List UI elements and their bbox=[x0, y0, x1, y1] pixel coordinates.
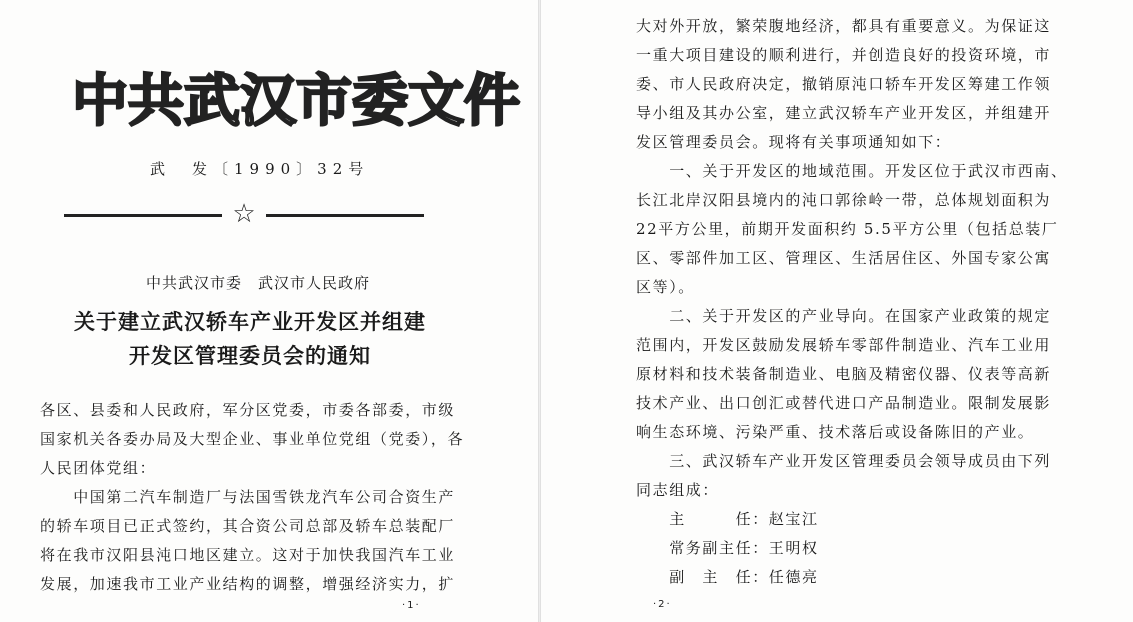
body-line: 一重大项目建设的顺利进行，并创造良好的投资环境，市 bbox=[636, 46, 1052, 64]
left-page-body bbox=[40, 396, 520, 599]
page-number: ·1· bbox=[402, 600, 421, 611]
star-icon: ☆ bbox=[232, 199, 256, 229]
body-line: 的轿车项目已正式签约，其合资公司总部及轿车总装配厂 bbox=[40, 517, 456, 535]
body-line: 导小组及其办公室，建立武汉轿车产业开发区，并组建开 bbox=[636, 104, 1052, 122]
body-line: 同志组成： bbox=[636, 481, 720, 499]
body-line: 区等）。 bbox=[636, 278, 695, 296]
document-title-line-2: 开发区管理委员会的通知 bbox=[129, 343, 371, 368]
body-line: 大对外开放，繁荣腹地经济，都具有重要意义。为保证这 bbox=[636, 17, 1052, 35]
header-divider bbox=[64, 199, 424, 229]
body-line: 二、关于开发区的产业导向。在国家产业政策的规定 bbox=[636, 307, 1052, 325]
body-line: 原材料和技术装备制造业、电脑及精密仪器、仪表等高新 bbox=[636, 365, 1052, 383]
body-line: 发区管理委员会。现将有关事项通知如下： bbox=[636, 133, 952, 151]
body-line: 主 任：赵宝江 bbox=[636, 510, 819, 528]
divider-line-right bbox=[266, 214, 424, 217]
document-title-line-1: 关于建立武汉轿车产业开发区并组建 bbox=[74, 309, 426, 334]
body-line: 中国第二汽车制造厂与法国雪铁龙汽车公司合资生产 bbox=[40, 488, 456, 506]
body-line: 一、关于开发区的地域范围。开发区位于武汉市西南、 bbox=[636, 162, 1068, 180]
body-line: 三、武汉轿车产业开发区管理委员会领导成员由下列 bbox=[636, 452, 1052, 470]
document-masthead: 中共武汉市委文件 bbox=[72, 69, 520, 134]
body-line: 区、零部件加工区、管理区、生活居住区、外国专家公寓 bbox=[636, 249, 1052, 267]
page-number: ·2· bbox=[653, 599, 672, 610]
right-page-body bbox=[636, 12, 1116, 592]
body-line: 各区、县委和人民政府，军分区党委，市委各部委，市级 bbox=[40, 401, 456, 419]
left-page bbox=[0, 0, 538, 622]
body-line: 范围内，开发区鼓励发展轿车零部件制造业、汽车工业用 bbox=[636, 336, 1052, 354]
right-page bbox=[541, 0, 1133, 622]
issuing-authorities: 中共武汉市委 武汉市人民政府 bbox=[145, 274, 370, 292]
document-number: 武 发〔1990〕32号 bbox=[150, 160, 370, 178]
body-line: 发展，加速我市工业产业结构的调整，增强经济实力，扩 bbox=[40, 575, 456, 593]
body-line: 将在我市汉阳县沌口地区建立。这对于加快我国汽车工业 bbox=[40, 546, 456, 564]
body-line: 人民团体党组： bbox=[40, 459, 157, 477]
body-line: 国家机关各委办局及大型企业、事业单位党组（党委），各 bbox=[40, 430, 465, 448]
body-line: 技术产业、出口创汇或替代进口产品制造业。限制发展影 bbox=[636, 394, 1052, 412]
body-line: 委、市人民政府决定，撤销原沌口轿车开发区筹建工作领 bbox=[636, 75, 1052, 93]
body-line: 22平方公里，前期开发面积约 5.5平方公里（包括总装厂 bbox=[636, 220, 1059, 238]
body-line: 副 主 任：任德亮 bbox=[636, 568, 819, 586]
body-line: 常务副主任：王明权 bbox=[636, 539, 819, 557]
divider-line-left bbox=[64, 214, 222, 217]
body-line: 响生态环境、污染严重、技术落后或设备陈旧的产业。 bbox=[636, 423, 1035, 441]
body-line: 长江北岸汉阳县境内的沌口郭徐岭一带，总体规划面积为 bbox=[636, 191, 1052, 209]
